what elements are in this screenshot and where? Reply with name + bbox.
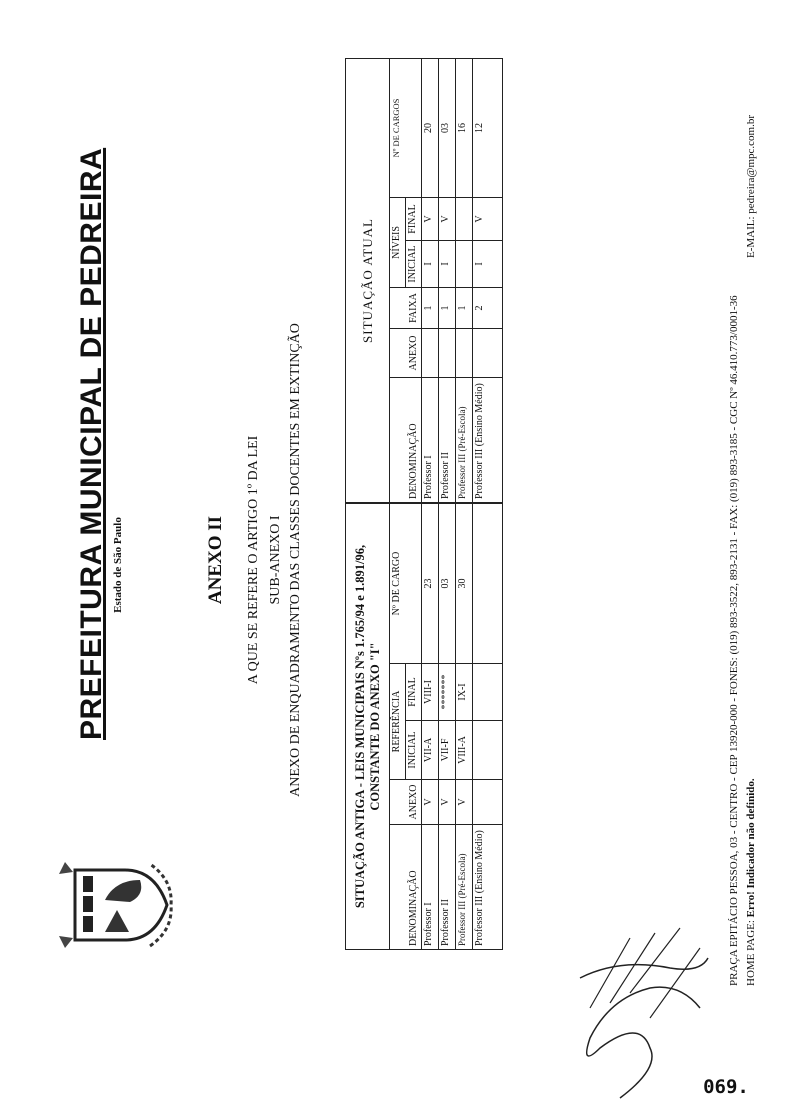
footer-home-page: HOME PAGE: Erro! Indicador não definido. xyxy=(745,778,757,986)
footer-address: PRAÇA EPITÁCIO PESSOA, 03 - CENTRO - CEP 13920-000 - FONES: (019) 893-3522, 893-2131 - FAX: (019) 893-3185 - CGC Nº 46.410.773/0001-36 xyxy=(728,295,740,986)
new-cell: V xyxy=(473,198,503,241)
new-cell xyxy=(456,241,473,288)
old-col-inicial: INICIAL xyxy=(406,721,422,780)
new-cell: 1 xyxy=(456,288,473,329)
old-cell: Professor III (Ensino Médio) xyxy=(473,825,503,950)
old-cell: VII-F xyxy=(439,721,456,780)
footer-email: E-MAIL: pedreira@mpc.com.br xyxy=(745,115,757,258)
old-cell: Professor II xyxy=(439,825,456,950)
new-situation-table xyxy=(345,58,503,503)
old-cell: 23 xyxy=(422,504,439,664)
new-cell xyxy=(456,198,473,241)
annex-line-3: ANEXO DE ENQUADRAMENTO DAS CLASSES DOCENTES EM EXTINÇÃO xyxy=(288,323,303,797)
old-col-denominacao: DENOMINAÇÃO xyxy=(390,825,422,950)
new-col-faixa: FAIXA xyxy=(390,288,422,329)
new-situation-heading: SITUAÇÃO ATUAL xyxy=(346,59,390,503)
old-cell: VIII-A xyxy=(456,721,473,780)
org-title: PREFEITURA MUNICIPAL DE PEDREIRA xyxy=(75,147,108,740)
table-row xyxy=(439,59,456,503)
old-cell: V xyxy=(422,780,439,825)
new-cell: Professor III (Ensino Médio) xyxy=(473,378,503,503)
annex-line-1: A QUE SE REFERE O ARTIGO 1º DA LEI xyxy=(246,435,261,685)
old-cell: Professor I xyxy=(422,825,439,950)
old-cell xyxy=(473,780,503,825)
table-row xyxy=(422,504,439,950)
table-row xyxy=(456,504,473,950)
new-col-niveis: NÍVEIS xyxy=(390,198,406,288)
new-cell: 1 xyxy=(439,288,456,329)
annex-line-2: SUB-ANEXO I xyxy=(268,515,283,605)
org-state-text: Estado de São Paulo xyxy=(112,517,124,613)
old-situation-heading: SITUAÇÃO ANTIGA - LEIS MUNICIPAIS Nºs 1.765/94 e 1.891/96, CONSTANTE DO ANEXO "I" xyxy=(346,504,390,950)
old-cell xyxy=(473,504,503,664)
new-cell: 20 xyxy=(422,59,439,198)
old-cell xyxy=(473,664,503,721)
old-col-final: FINAL xyxy=(406,664,422,721)
new-col-cargos: Nº DE CARGOS xyxy=(390,59,422,198)
old-situation-table xyxy=(345,503,503,950)
new-cell: V xyxy=(439,198,456,241)
org-state xyxy=(112,0,124,1120)
new-cell: V xyxy=(422,198,439,241)
old-cell xyxy=(473,721,503,780)
new-cell: Professor III (Pré-Escola) xyxy=(456,378,473,503)
old-cell: V xyxy=(439,780,456,825)
new-cell: 2 xyxy=(473,288,503,329)
new-cell xyxy=(422,329,439,378)
annex-title: ANEXO II xyxy=(205,515,226,605)
old-cell: 30 xyxy=(456,504,473,664)
new-cell: 03 xyxy=(439,59,456,198)
new-cell: I xyxy=(439,241,456,288)
old-col-anexo: ANEXO xyxy=(390,780,422,825)
new-cell xyxy=(456,329,473,378)
new-col-inicial: INICIAL xyxy=(406,241,422,288)
old-cell: V xyxy=(456,780,473,825)
table-row xyxy=(456,59,473,503)
new-col-anexo: ANEXO xyxy=(390,329,422,378)
old-cell: VII-A xyxy=(422,721,439,780)
old-cell: ******* xyxy=(439,664,456,721)
old-cell: VIII-I xyxy=(422,664,439,721)
new-col-denominacao: DENOMINAÇÃO xyxy=(390,378,422,503)
table-row xyxy=(473,59,503,503)
new-col-final: FINAL xyxy=(406,198,422,241)
new-cell: 16 xyxy=(456,59,473,198)
table-row xyxy=(473,504,503,950)
old-col-referencia: REFERÊNCIA xyxy=(390,664,406,780)
old-cell: Professor III (Pré-Escola) xyxy=(456,825,473,950)
table-row xyxy=(439,504,456,950)
new-cell: 1 xyxy=(422,288,439,329)
new-cell: 12 xyxy=(473,59,503,198)
new-cell: Professor I xyxy=(422,378,439,503)
table-row xyxy=(422,59,439,503)
new-cell: Professor II xyxy=(439,378,456,503)
new-cell: I xyxy=(473,241,503,288)
old-cell: 03 xyxy=(439,504,456,664)
page-number: 069. xyxy=(703,1076,749,1099)
new-cell xyxy=(473,329,503,378)
old-cell: IX-I xyxy=(456,664,473,721)
new-cell xyxy=(439,329,456,378)
signature-icon xyxy=(560,918,710,1108)
old-col-cargo: Nº DE CARGO xyxy=(390,504,422,664)
new-cell: I xyxy=(422,241,439,288)
